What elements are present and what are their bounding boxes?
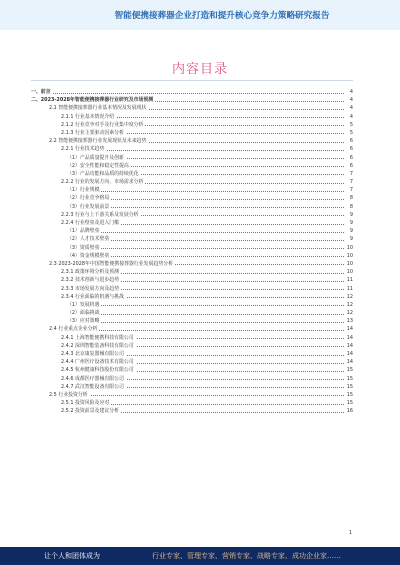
toc-entry-label: （3）应对策略 (67, 318, 100, 325)
toc-entry-page: 10 (346, 269, 353, 276)
toc-entry-label: 2.5 行业投资分析 (49, 391, 88, 398)
toc-entry-page: 10 (346, 252, 353, 259)
toc-entry-page: 14 (346, 359, 353, 366)
toc-entry[interactable] (31, 285, 353, 293)
toc-entry[interactable] (31, 366, 353, 374)
toc-entry-label: 一、前言 (31, 89, 51, 95)
leader-dots (67, 191, 344, 192)
toc-entry-page: 10 (346, 244, 353, 251)
toc-divider (31, 80, 353, 81)
toc-entry-label: 2.4.5 杭州健康科技股份有限公司 (61, 367, 134, 374)
toc-entry-label: 2.2.4 行业壁垒及进入门槛 (61, 220, 120, 226)
footer-slogan-right: 行业专家、管理专家、营销专家、战略专家、成功企业家…… (152, 552, 341, 560)
toc-entry[interactable] (31, 260, 353, 268)
toc-entry[interactable] (31, 211, 353, 219)
toc-entry-page: 12 (346, 310, 353, 317)
toc-entry[interactable] (31, 383, 353, 391)
toc-entry[interactable] (31, 301, 353, 309)
toc-entry-label: 2.1 智能便携接葬器行业基本情况及发展现状 (49, 105, 147, 112)
toc-entry-page: 15 (346, 367, 353, 374)
toc-entry-label: 2.2.3 行业与上下游关系及发展分析 (61, 211, 139, 218)
toc-entry-label: 2.4.1 上海智能便携科技有限公司 (61, 334, 134, 341)
toc-entry-page: 4 (349, 105, 353, 112)
toc-entry[interactable] (31, 129, 353, 137)
toc-entry-label: 2.2.1 行业技术趋势 (61, 146, 105, 153)
toc-entry-page: 9 (349, 228, 353, 235)
toc-entry[interactable] (31, 342, 353, 350)
toc-entry-page: 4 (349, 89, 353, 95)
toc-entry-page: 11 (346, 277, 353, 284)
leader-dots (67, 322, 344, 323)
toc-entry[interactable] (31, 407, 353, 415)
toc-entry[interactable] (31, 194, 353, 202)
toc-entry-label: 2.3.2 技术创新与进步趋势 (61, 277, 120, 284)
toc-entry[interactable] (31, 293, 353, 301)
toc-entry-page: 14 (346, 351, 353, 357)
toc-entry-page: 15 (346, 391, 353, 398)
toc-entry-page: 15 (346, 383, 353, 390)
toc-entry-page: 10 (346, 260, 353, 267)
toc-entry-page: 9 (349, 236, 353, 243)
toc-entry[interactable] (31, 325, 353, 333)
toc-entry-label: （3）资质壁垒 (67, 244, 100, 251)
toc-entry-label: （1）发展机遇 (67, 301, 100, 308)
toc-entry[interactable] (31, 137, 353, 145)
toc-entry[interactable] (31, 375, 353, 383)
toc-entry-label: 2.5.2 投资前景及建议分析 (61, 408, 120, 415)
toc-entry[interactable] (31, 178, 353, 186)
toc-entry-label: 2.4.6 成都医疗器械有限公司 (61, 375, 124, 382)
toc-entry[interactable] (31, 186, 353, 194)
toc-entry-page: 15 (346, 400, 353, 407)
toc-entry-page: 8 (349, 195, 353, 202)
toc-entry[interactable] (31, 162, 353, 170)
toc-entry[interactable] (31, 317, 353, 325)
toc-entry[interactable] (31, 170, 353, 178)
toc-entry[interactable] (31, 276, 353, 284)
page-number: 1 (348, 530, 352, 536)
leader-dots (31, 93, 344, 94)
toc-entry[interactable] (31, 203, 353, 211)
toc-entry-page: 7 (349, 179, 353, 186)
leader-dots (67, 314, 344, 315)
toc-entry-page: 16 (346, 408, 353, 415)
toc-entry-label: 2.2 智能便携接葬器行业发展现状及未来趋势 (49, 138, 147, 145)
toc-entry-page: 12 (346, 293, 353, 300)
toc-entry-label: 2.4.2 深圳智能装备科技有限公司 (61, 342, 134, 349)
toc-entry-label: 2.1.3 行业主要驱动因素分析 (61, 129, 124, 136)
toc-entry[interactable] (31, 113, 353, 121)
toc-entry[interactable] (31, 334, 353, 342)
toc-entry-label: 2.4.4 广州医疗设备技术有限公司 (61, 359, 134, 366)
toc-entry-page: 13 (346, 318, 353, 325)
toc-entry-label: （1）品牌壁垒 (67, 228, 100, 235)
toc-entry[interactable] (31, 96, 353, 104)
toc-entry-page: 5 (349, 129, 353, 136)
toc-entry-label: 2.1.2 行业竞争对手及行业集中度分析 (61, 121, 144, 128)
leader-dots (67, 305, 344, 306)
toc-entry[interactable] (31, 145, 353, 153)
toc-entry[interactable] (31, 219, 353, 227)
toc-entry-label: 2.3.4 行业面临的机遇与挑战 (61, 293, 124, 300)
toc-entry-label: 2.4 行业重点企业分析 (49, 326, 98, 333)
toc-entry[interactable] (31, 227, 353, 235)
toc-entry[interactable] (31, 358, 353, 366)
toc-entry-page: 8 (349, 203, 353, 210)
toc-entry-label: 2.3.3 市场发展方向及趋势 (61, 285, 120, 292)
toc-entry[interactable] (31, 268, 353, 276)
footer-slogan-left: 让个人和团体成为 (44, 552, 100, 560)
toc-entry-label: （3）产品功能和品质的持续优化 (67, 170, 139, 177)
toc-entry-page: 4 (349, 97, 353, 104)
toc-entry-label: 2.3.1 政策环境分析及预测 (61, 269, 120, 276)
toc-entry-page: 7 (349, 170, 353, 177)
toc-entry-page: 14 (346, 334, 353, 341)
toc-entry[interactable] (31, 154, 353, 162)
toc-entry-page: 6 (349, 162, 353, 169)
toc-title: 内容目录 (171, 62, 228, 77)
toc-entry-label: （2）行业竞争格局 (67, 195, 110, 202)
leader-dots (49, 395, 344, 396)
toc-entry[interactable] (31, 104, 353, 112)
toc-entry[interactable] (31, 391, 353, 399)
toc-entry-page: 9 (349, 220, 353, 226)
toc-entry-page: 11 (346, 285, 353, 292)
toc-entry-page: 14 (346, 326, 353, 333)
toc-entry-label: 2.4.3 北京康复器械有限公司 (61, 351, 124, 357)
leader-dots (67, 248, 344, 249)
toc-entry-label: 2.3 2023-2028年中国智能便携接葬器行业发展趋势分析 (49, 260, 174, 267)
toc-entry-page: 14 (346, 342, 353, 349)
footer-banner (0, 547, 400, 565)
table-of-contents (31, 88, 353, 416)
report-title: 智能便携接葬器企业打造和提升核心竞争力策略研究报告 (114, 11, 330, 21)
toc-entry-page: 9 (349, 211, 353, 218)
toc-entry[interactable] (31, 309, 353, 317)
toc-entry[interactable] (31, 252, 353, 260)
toc-entry-page: 4 (349, 113, 353, 120)
toc-entry-label: 2.1.1 行业基本情况介绍 (61, 113, 115, 120)
toc-entry-page: 7 (349, 187, 353, 194)
toc-entry-page: 6 (349, 154, 353, 161)
toc-entry-page: 15 (346, 375, 353, 382)
toc-entry-page: 6 (349, 138, 353, 145)
toc-entry-label: （2）面临挑战 (67, 310, 100, 317)
toc-entry-label: （4）资金规模壁垒 (67, 252, 110, 259)
toc-entry-label: 二、2023-2028年智能便携接葬器行业研究及市场预测 (31, 97, 154, 104)
toc-entry[interactable] (31, 244, 353, 252)
toc-entry-label: （1）产品质量提升及创新 (67, 154, 124, 161)
toc-entry[interactable] (31, 235, 353, 243)
toc-entry-label: 2.2.2 行业的发展方向、市场需求分析 (61, 179, 144, 186)
toc-entry[interactable] (31, 350, 353, 358)
toc-entry[interactable] (31, 399, 353, 407)
header-band (0, 0, 400, 30)
toc-entry-page: 12 (346, 301, 353, 308)
toc-entry-page: 6 (349, 146, 353, 153)
toc-entry-label: （1）行业规模 (67, 187, 100, 194)
toc-entry-page: 5 (349, 121, 353, 128)
toc-entry-label: （2）人才技术壁垒 (67, 236, 110, 243)
toc-entry[interactable] (31, 121, 353, 129)
leader-dots (67, 232, 344, 233)
toc-entry-label: （2）安全性能和稳定性提高 (67, 162, 129, 169)
toc-entry-label: 2.5.1 投资风险及应对 (61, 400, 110, 407)
toc-entry-label: （3）行业发展前景 (67, 203, 110, 210)
toc-entry[interactable] (31, 88, 353, 96)
toc-entry-label: 2.4.7 武汉智能设备有限公司 (61, 383, 124, 390)
